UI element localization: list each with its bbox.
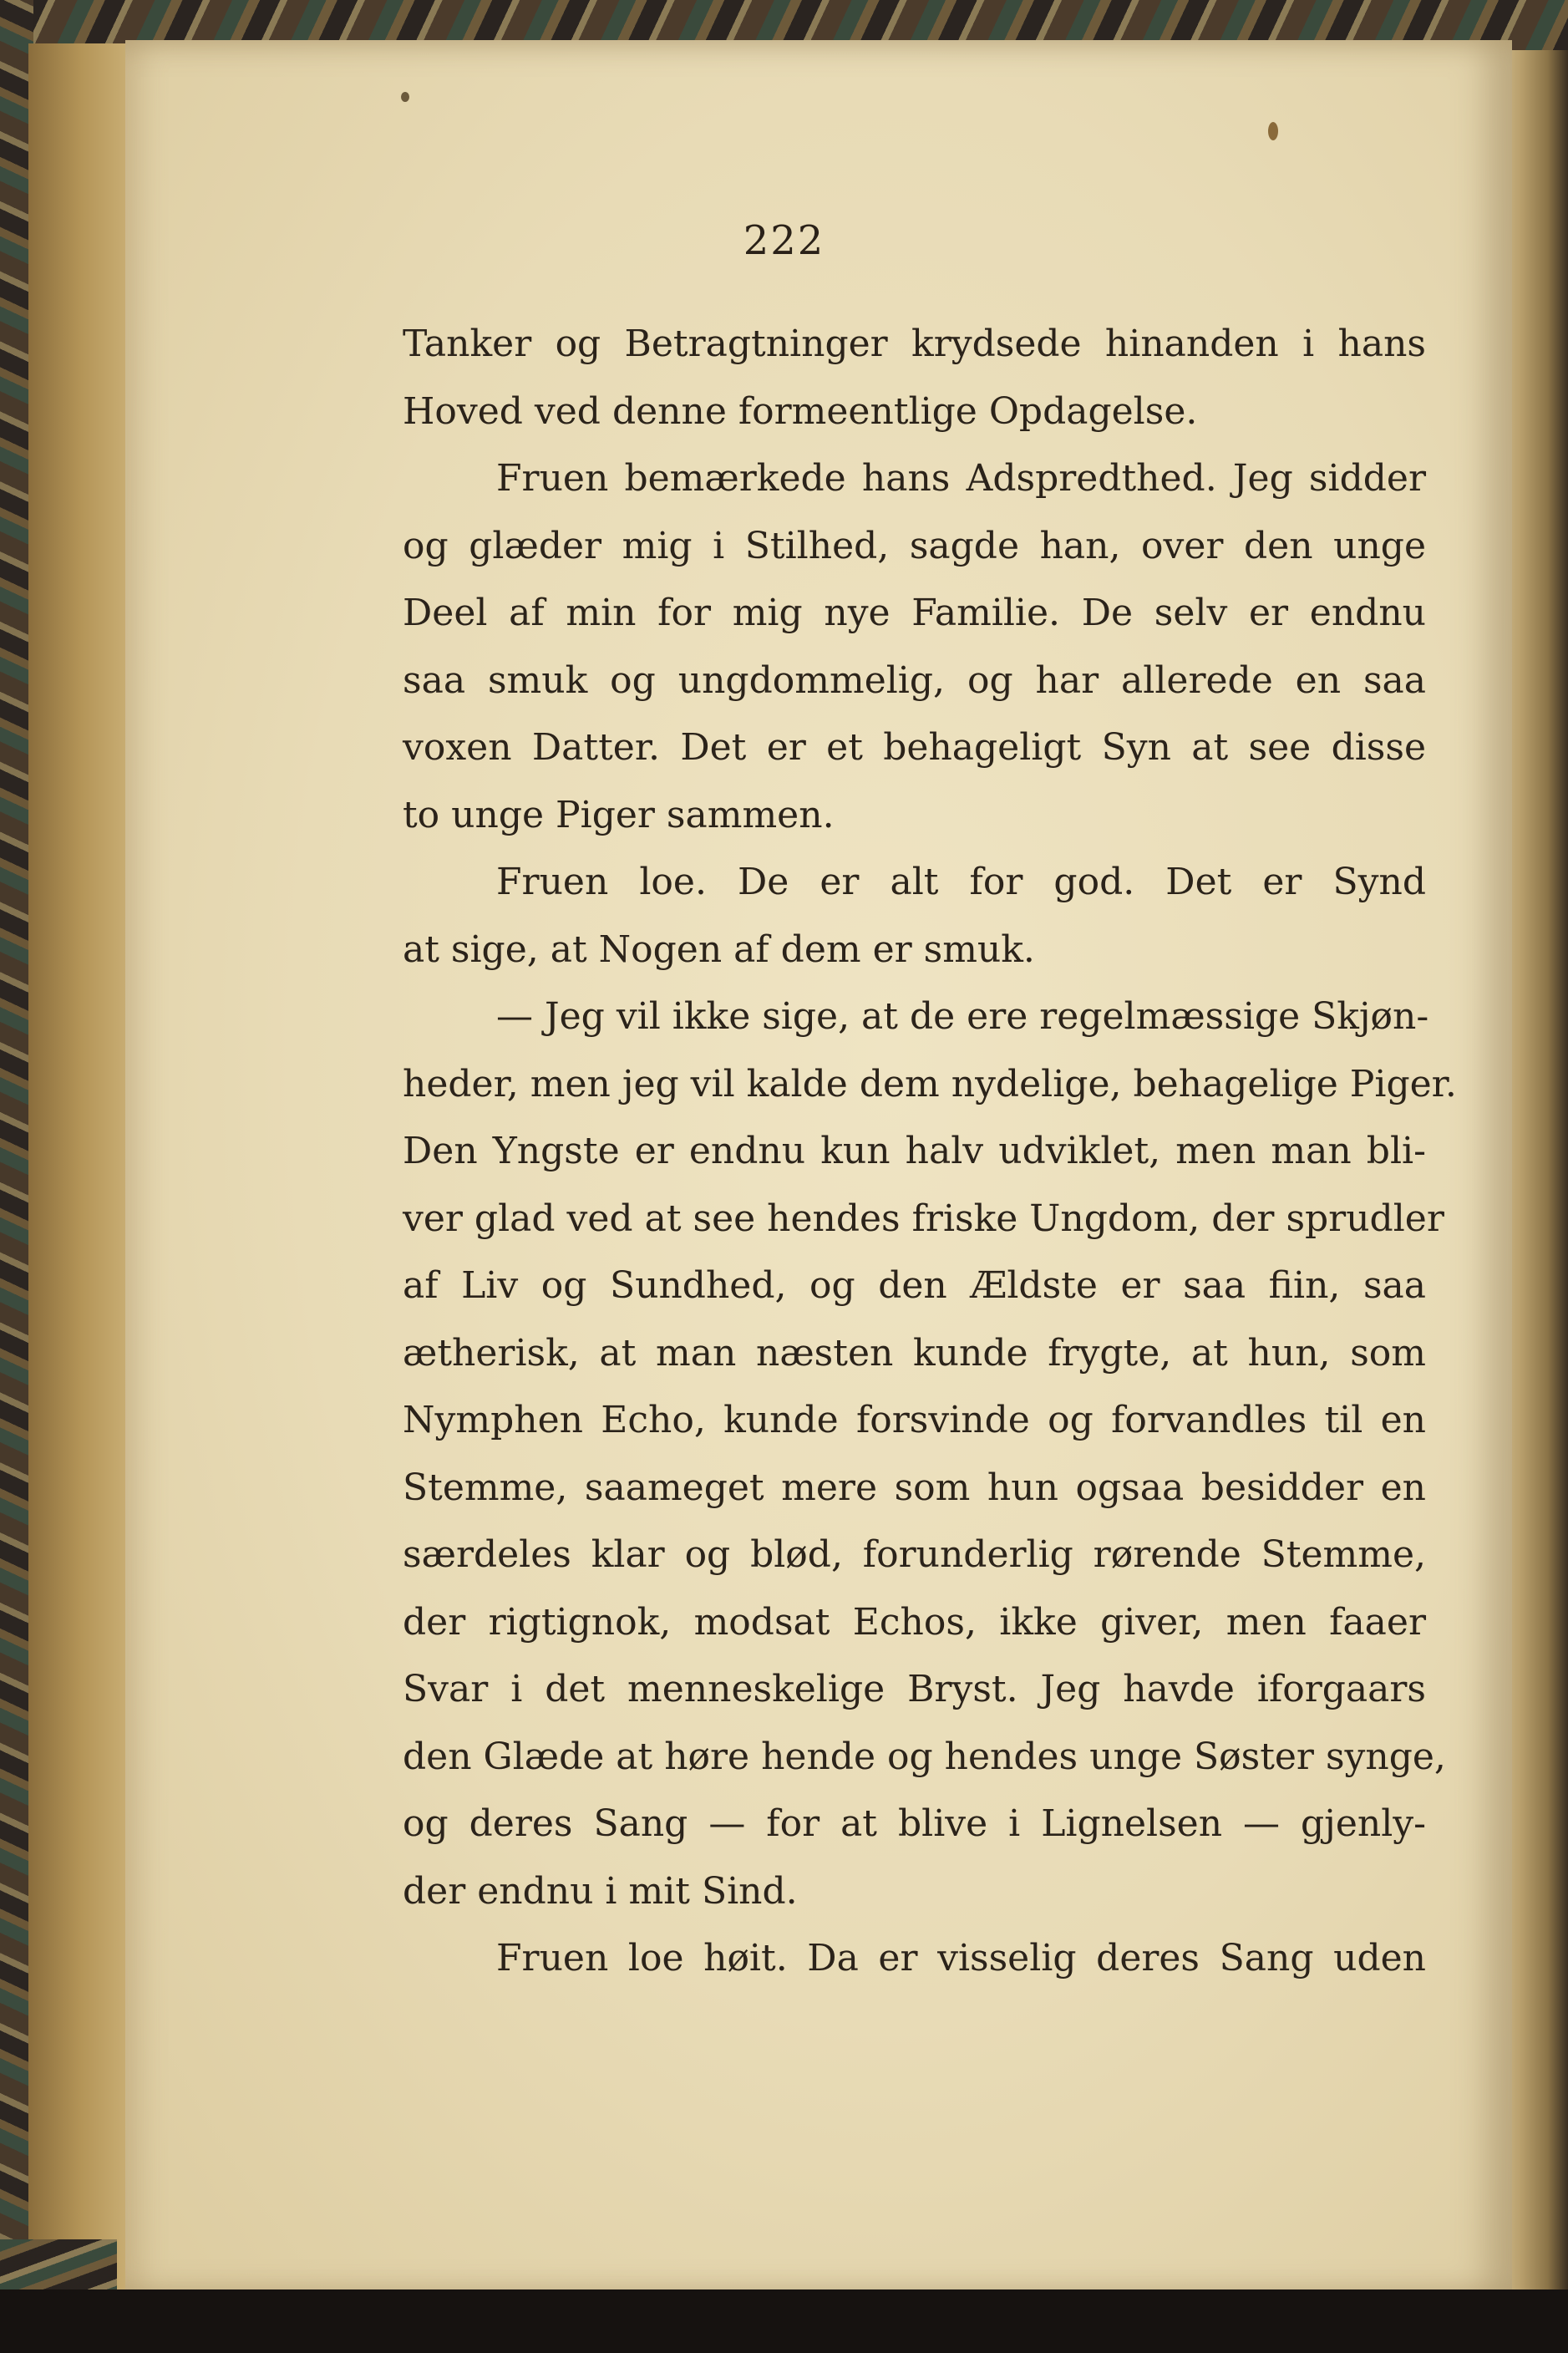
text-line: Hoved ved denne formeentlige Opdagelse.: [403, 389, 1198, 433]
text-line: og deres Sang — for at blive i Lignelsen — gjenly-: [403, 1802, 1426, 1845]
text-line: Fruen loe. De er alt for god. Det er Synd: [496, 861, 1426, 903]
text-line: af Liv og Sundhed, og den Ældste er saa fiin, saa: [403, 1264, 1426, 1307]
text-line: der rigtignok, modsat Echos, ikke giver, men faaer: [403, 1600, 1426, 1644]
text-line: ætherisk, at man næsten kunde frygte, at hun, som: [403, 1331, 1426, 1375]
text-line: voxen Datter. Det er et behageligt Syn at see disse: [403, 726, 1426, 769]
text-line: Fruen bemærkede hans Adspredthed. Jeg sidder: [496, 457, 1426, 500]
text-line: heder, men jeg vil kalde dem nydelige, behagelige Piger.: [403, 1062, 1457, 1105]
text-line: saa smuk og ungdommelig, og har allerede en saa: [403, 658, 1426, 702]
text-line: den Glæde at høre hende og hendes unge Søster synge,: [403, 1735, 1446, 1778]
text-line: at sige, at Nogen af dem er smuk.: [403, 927, 1035, 971]
text-line: ver glad ved at see hendes friske Ungdom, der sprudler: [403, 1197, 1444, 1240]
text-line: Svar i det menneskelige Bryst. Jeg havde iforgaars: [403, 1668, 1426, 1710]
ink-spot: [1268, 122, 1278, 140]
text-line: Den Yngste er endnu kun halv udviklet, men man bli-: [403, 1130, 1426, 1172]
text-line: der endnu i mit Sind.: [403, 1869, 798, 1913]
text-line: — Jeg vil ikke sige, at de ere regelmæssige Skjøn-: [496, 995, 1429, 1038]
text-line: særdeles klar og blød, forunderlig rørende Stemme,: [403, 1533, 1426, 1576]
ink-spot: [401, 92, 409, 102]
text-line: to unge Piger sammen.: [403, 793, 835, 836]
text-line: Fruen loe høit. Da er visselig deres Sang uden: [496, 1937, 1426, 1979]
text-line: Tanker og Betragtninger krydsede hinanden i hans: [403, 323, 1426, 365]
book-bottom-shadow: [0, 2289, 1568, 2353]
text-line: og glæder mig i Stilhed, sagde han, over den unge: [403, 524, 1426, 567]
text-line: Deel af min for mig nye Familie. De selv er endnu: [403, 592, 1426, 634]
page-number: 222: [743, 217, 825, 264]
text-line: Stemme, saameget mere som hun ogsaa besidder en: [403, 1466, 1426, 1509]
body-text: [403, 311, 1457, 1993]
text-line: Nymphen Echo, kunde forsvinde og forvandles til en: [403, 1399, 1426, 1441]
